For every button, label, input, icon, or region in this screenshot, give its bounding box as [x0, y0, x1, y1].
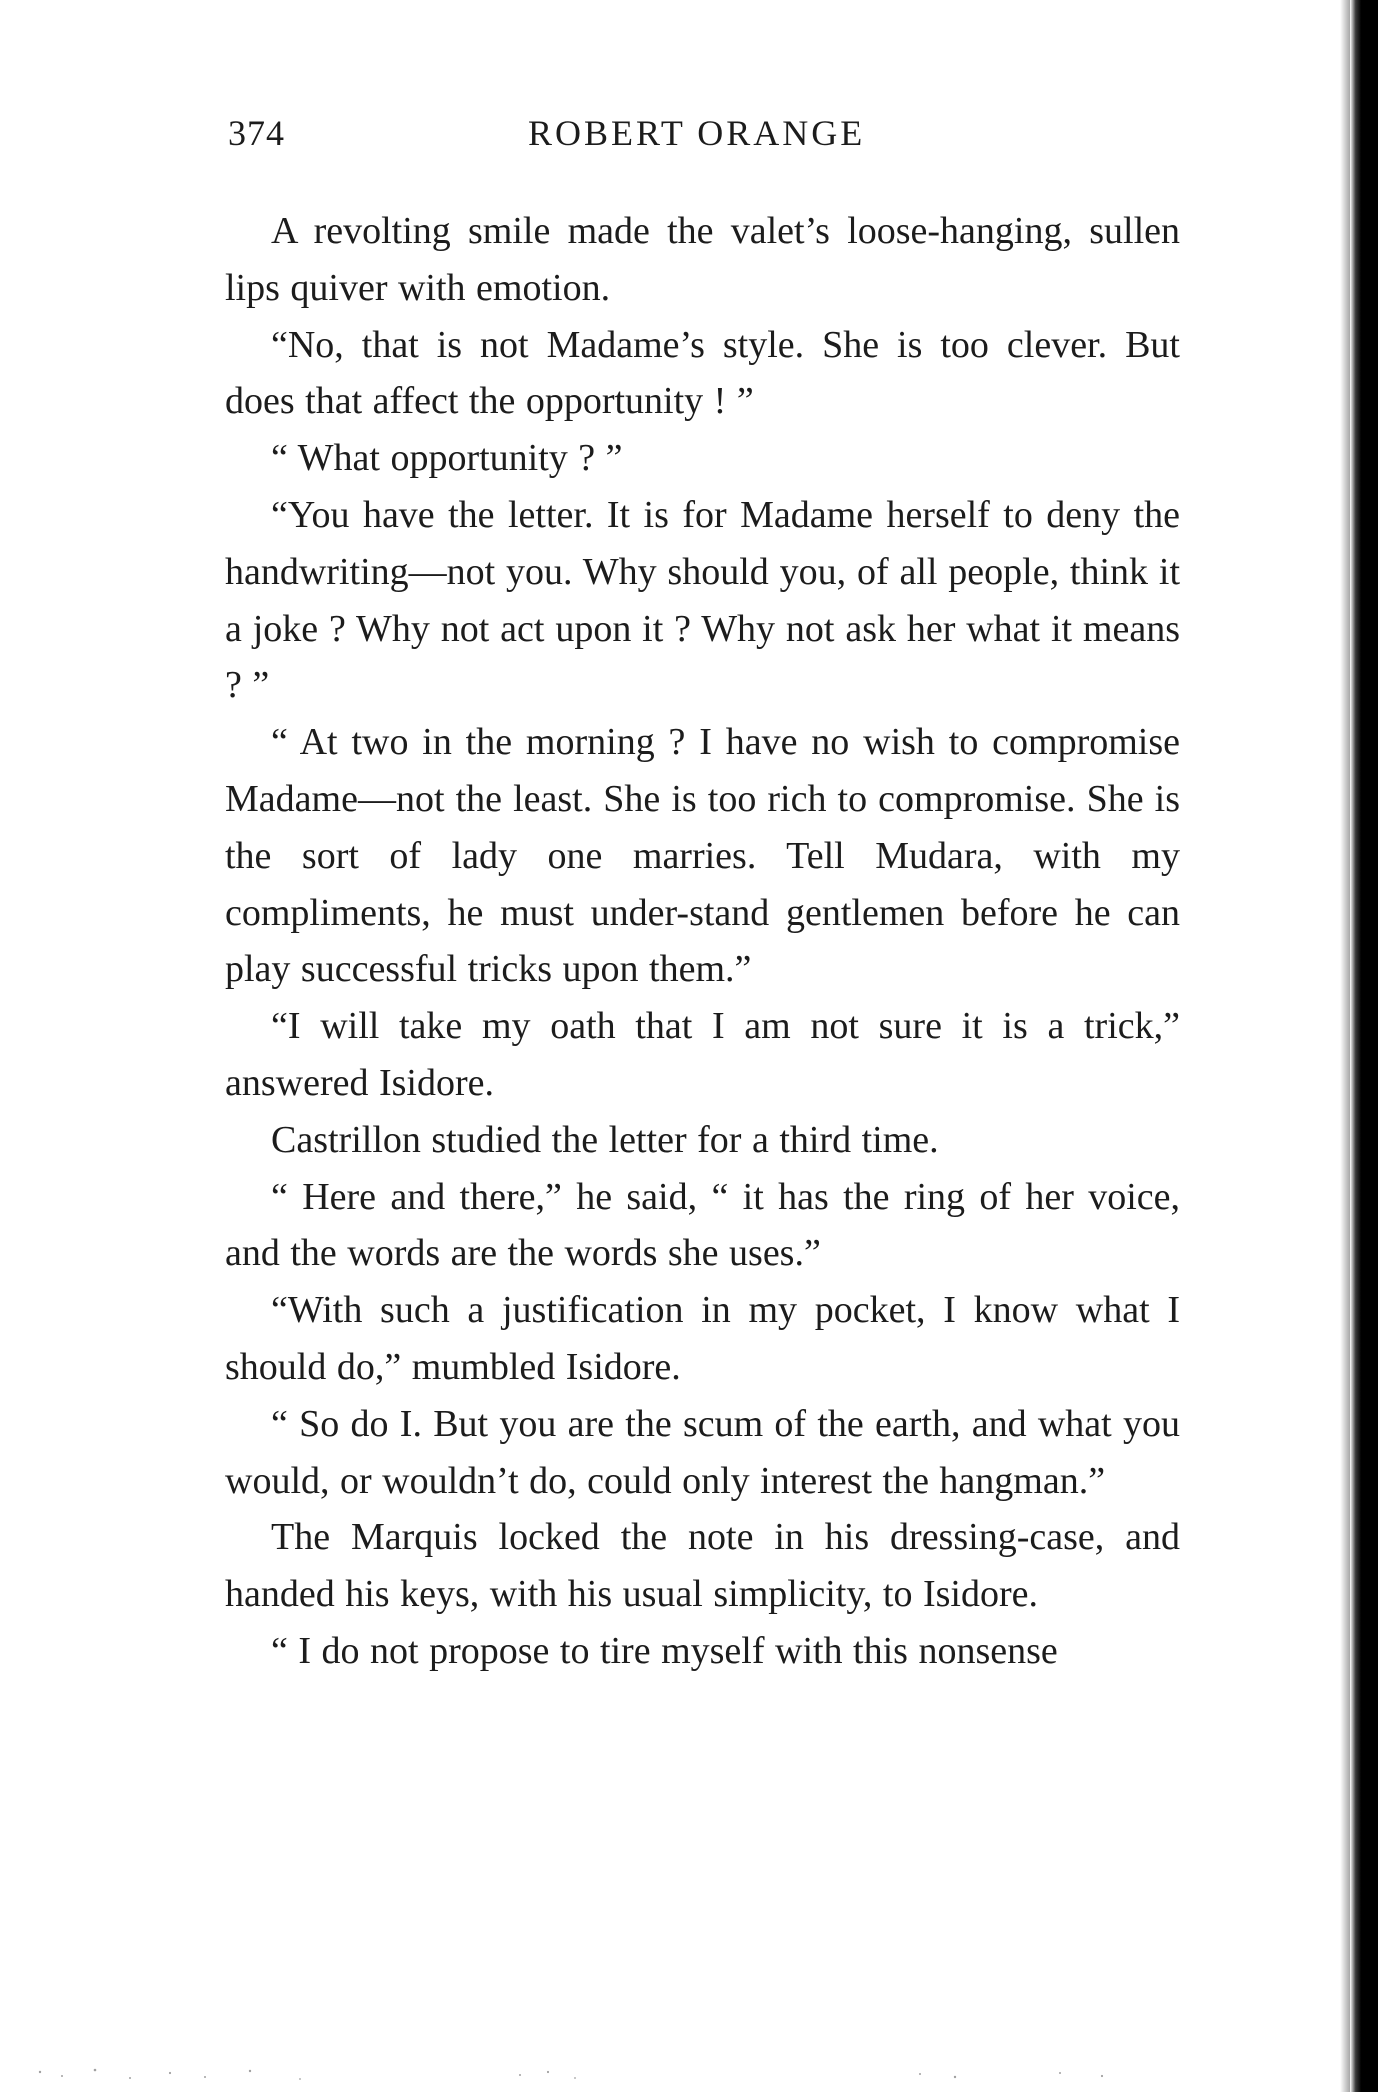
paragraph: “No, that is not Madame’s style. She is too clever. But does that affect the opportunity ! ”	[225, 323, 1180, 423]
page-number: 374	[228, 113, 285, 153]
paragraph: The Marquis locked the note in his dressing-case, and handed his keys, with his usual simplicity, to Isidore.	[225, 1516, 1180, 1616]
paragraph: “ At two in the morning ? I have no wish to compromise Madame—not the least. She is too rich to compromise. She is the sort of lady one marries. Tell Mudara, with my compliments, he must under-stand gentlemen before he can play successful tricks upon them.”	[225, 721, 1180, 991]
paragraph: “ Here and there,” he said, “ it has the ring of her voice, and the words are the words she uses.”	[225, 1175, 1180, 1275]
paragraph: “You have the letter. It is for Madame herself to deny the handwriting—not you. Why should you, of all people, think it a joke ? Why not act upon it ? Why not ask her what it means ? ”	[225, 493, 1180, 707]
page-edge-shadow	[1350, 0, 1378, 2092]
page-header	[228, 112, 1178, 172]
paragraph: “ So do I. But you are the scum of the earth, and what you would, or wouldn’t do, could only interest the hangman.”	[225, 1402, 1180, 1502]
paragraph: “ What opportunity ? ”	[271, 437, 623, 480]
paragraph: “ I do not propose to tire myself with this nonsense	[271, 1629, 1058, 1672]
paragraph: “I will take my oath that I am not sure it is a trick,” answered Isidore.	[225, 1005, 1180, 1104]
paragraph: A revolting smile made the valet’s loose-hanging, sullen lips quiver with emotion.	[225, 210, 1180, 309]
body-text	[225, 203, 1180, 1680]
page-edge-shading	[1340, 0, 1350, 2092]
paragraph: “With such a justification in my pocket, I know what I should do,” mumbled Isidore.	[225, 1289, 1180, 1388]
paragraph: Castrillon studied the letter for a third time.	[271, 1118, 939, 1161]
running-head: ROBERT ORANGE	[528, 113, 866, 153]
scan-speckles	[0, 2032, 1378, 2092]
